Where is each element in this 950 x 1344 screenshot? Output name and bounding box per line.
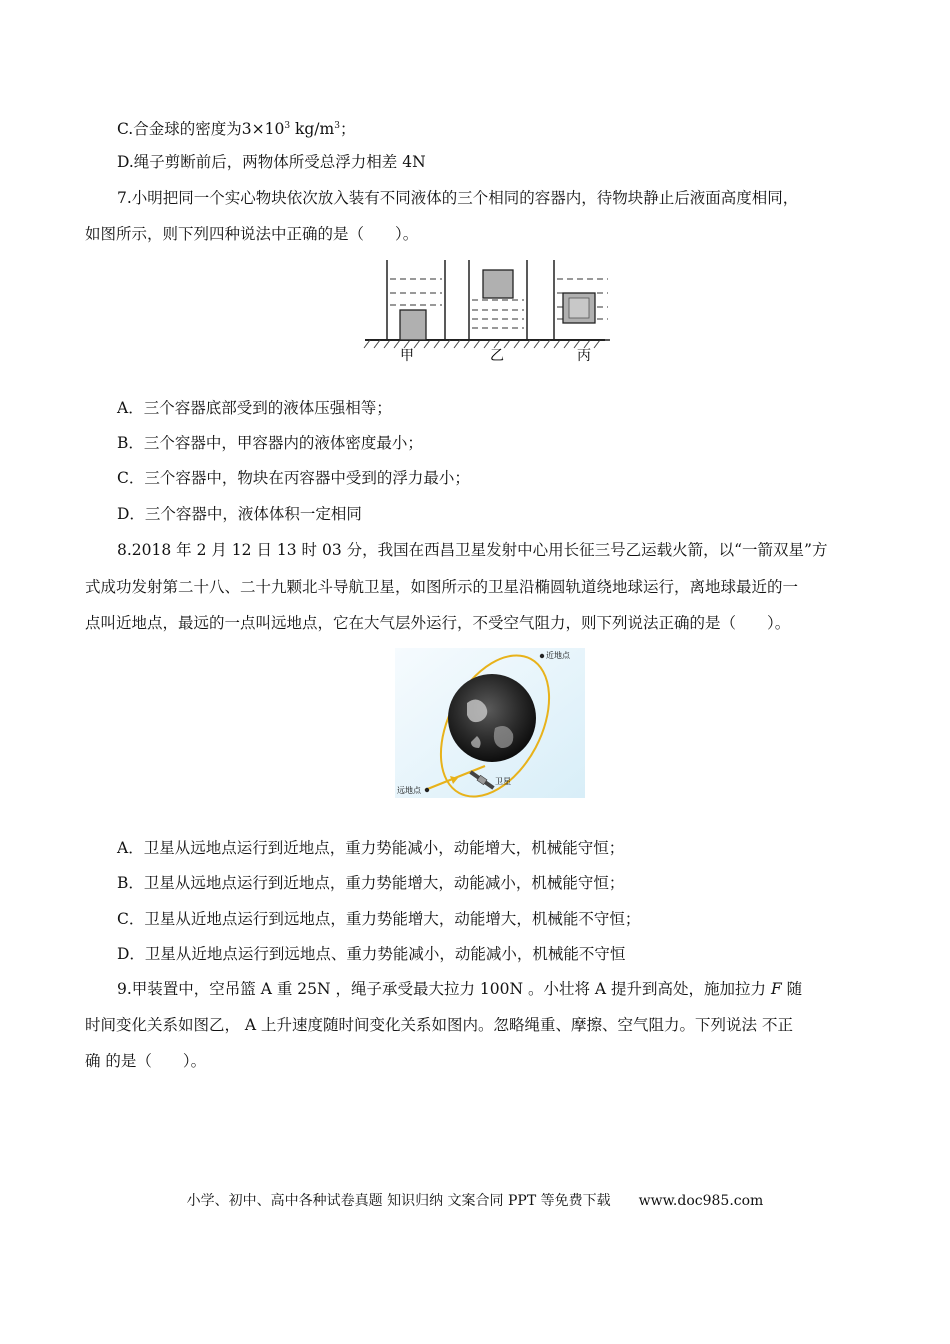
- q7-stem-line2: 如图所示，则下列四种说法中正确的是（ ）。: [85, 225, 419, 243]
- perigee-label: 近地点: [546, 651, 570, 660]
- q7-option-a: A．三个容器底部受到的液体压强相等；: [117, 399, 392, 417]
- q8-option-d: D．卫星从近地点运行到远地点、重力势能减小，动能减小，机械能不守恒: [117, 945, 626, 963]
- q7-containers-figure: [360, 255, 610, 367]
- container-jia: [387, 260, 445, 340]
- q7-stem-line1: 7.小明把同一个实心物块依次放入装有不同液体的三个相同的容器内，待物块静止后液面高度相同，: [117, 189, 799, 207]
- label-bing: 丙: [577, 348, 591, 364]
- q7-option-b: B．三个容器中，甲容器内的液体密度最小；: [117, 434, 423, 452]
- label-yi: 乙: [490, 348, 504, 364]
- q8-stem-line2: 式成功发射第二十八、二十九颗北斗导航卫星，如图所示的卫星沿椭圆轨道绕地球运行，离地球最近的一: [85, 578, 799, 596]
- q8-option-b: B．卫星从远地点运行到近地点，重力势能增大，动能减小，机械能守恒；: [117, 874, 625, 892]
- container-bing: [554, 260, 610, 340]
- q9-stem-line2: 时间变化关系如图乙， A 上升速度随时间变化关系如图内。忽略绳重、摩擦、空气阻力。下列说法 不正: [85, 1016, 793, 1034]
- q8-satellite-orbit-figure: [395, 648, 585, 798]
- q8-option-c: C．卫星从近地点运行到远地点，重力势能增大，动能增大，机械能不守恒；: [117, 910, 641, 928]
- label-jia: 甲: [400, 348, 414, 364]
- earth: [448, 674, 536, 762]
- q8-stem-line3: 点叫近地点，最远的一点叫远地点，它在大气层外运行，不受空气阻力，则下列说法正确的是（ ）。: [85, 614, 791, 632]
- apogee-label: 远地点: [397, 786, 421, 795]
- q9-stem-line3: 确 的是（ ）。: [85, 1052, 207, 1070]
- page-footer: [0, 1190, 950, 1210]
- q7-option-c: C．三个容器中，物块在丙容器中受到的浮力最小；: [117, 469, 470, 487]
- satellite-label: 卫星: [495, 777, 511, 786]
- q9-stem-line1: 9.甲装置中，空吊篮 A 重 25N ，绳子承受最大拉力 100N 。小壮将 A 提升到高处，施加拉力 F 随: [117, 980, 803, 998]
- q6-option-c: C.合金球的密度为$3\times 10^3$ $kg/m^3$；: [117, 120, 356, 138]
- q6-option-d: D.绳子剪断前后，两物体所受总浮力相差 4N: [117, 153, 426, 171]
- footer-url[interactable]: www.doc985.com: [638, 1193, 764, 1209]
- q8-option-a: A．卫星从远地点运行到近地点，重力势能减小，动能增大，机械能守恒；: [117, 839, 625, 857]
- container-yi: [469, 260, 527, 340]
- footer-text: 小学、初中、高中各种试卷真题 知识归纳 文案合同 PPT 等免费下载: [186, 1193, 611, 1209]
- q7-option-d: D．三个容器中，液体体积一定相同: [117, 505, 362, 523]
- q8-stem-line1: 8.2018 年 2 月 12 日 13 时 03 分，我国在西昌卫星发射中心用长征三号乙运载火箭，以“一箭双星”方: [117, 541, 828, 559]
